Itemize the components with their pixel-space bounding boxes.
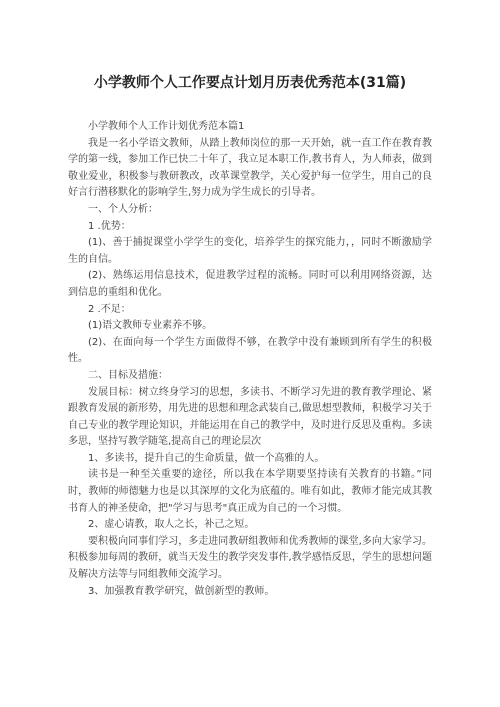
heading-goals-measures: 二、目标及措施： [88, 369, 168, 381]
heading-strengths: 1 .优势： [88, 220, 131, 232]
document-title: 小学教师个人工作要点计划月历表优秀范本(31篇) [93, 75, 407, 91]
intro-paragraph: 我是一名小学语文教师，从踏上教师岗位的那一天开始，就一直工作在教育教学的第一线，参加工作已快二十年了，我立足本职工作,教书育人，为人师表，做到敬业爱业，积极参与教研教改，改革课堂教学，关心爱护每一位学生，用自己的良好言行潜移默化的影响学生,努力成为学生成长的引导者。 [68, 137, 432, 199]
strength-item-2: (2)、熟练运用信息技术，促进教学过程的流畅。同时可以利用网络资源，达到信息的重组和优化。 [68, 270, 432, 298]
development-goal-paragraph: 发展目标：树立终身学习的思想，多读书、不断学习先进的教育教学理论、紧跟教育发展的新形势，用先进的思想和理念武装自己,做思想型教师，积极学习关于自己专业的教学理论知识，并能运用在自己的教学中，及时进行反思及重构。多读多思，坚持写教学随笔,提高自己的理论层次 [68, 386, 432, 448]
weakness-item-2: (2)、在面向每一个学生方面做得不够，在教学中没有兼顾到所有学生的积极性。 [68, 336, 432, 365]
section-heading-plan-1: 小学教师个人工作计划优秀范本篇1 [88, 121, 245, 132]
measure-paragraph-1: 读书是一种至关重要的途径，所以我在本学期要坚持读有关教育的书籍。”同时，教师的师德魅力也是以其深厚的文化为底蕴的。唯有如此，教师才能完成其教书育人的神圣使命，把"学习与思考"真正成为自己的一个习惯。 [68, 469, 432, 514]
measure-heading-3: 3、加强教育教学研究，做创新型的教师。 [88, 585, 275, 597]
heading-weaknesses: 2 .不足： [88, 303, 131, 315]
document-body [68, 119, 432, 600]
weakness-item-1: (1)语文教师专业素养不够。 [88, 320, 213, 332]
measure-heading-1: 1、多读书，提升自己的生命质量，做一个高雅的人。 [88, 452, 325, 464]
measure-heading-2: 2、虚心请教，取人之长，补己之短。 [88, 519, 255, 531]
heading-personal-analysis: 一、个人分析： [88, 203, 158, 215]
measure-paragraph-2: 要积极向同事们学习，多走进同教研组教师和优秀教师的课堂,多向大家学习。积极参加每周的教研，就当天发生的教学突发事件,教学感悟反思，学生的思想问题及解决方法等与同组教师交流学习。 [68, 535, 432, 581]
strength-item-1: (1)、善于捕捉课堂小学学生的变化，培养学生的探究能力，，同时不断激励学生的自信。 [68, 237, 432, 265]
